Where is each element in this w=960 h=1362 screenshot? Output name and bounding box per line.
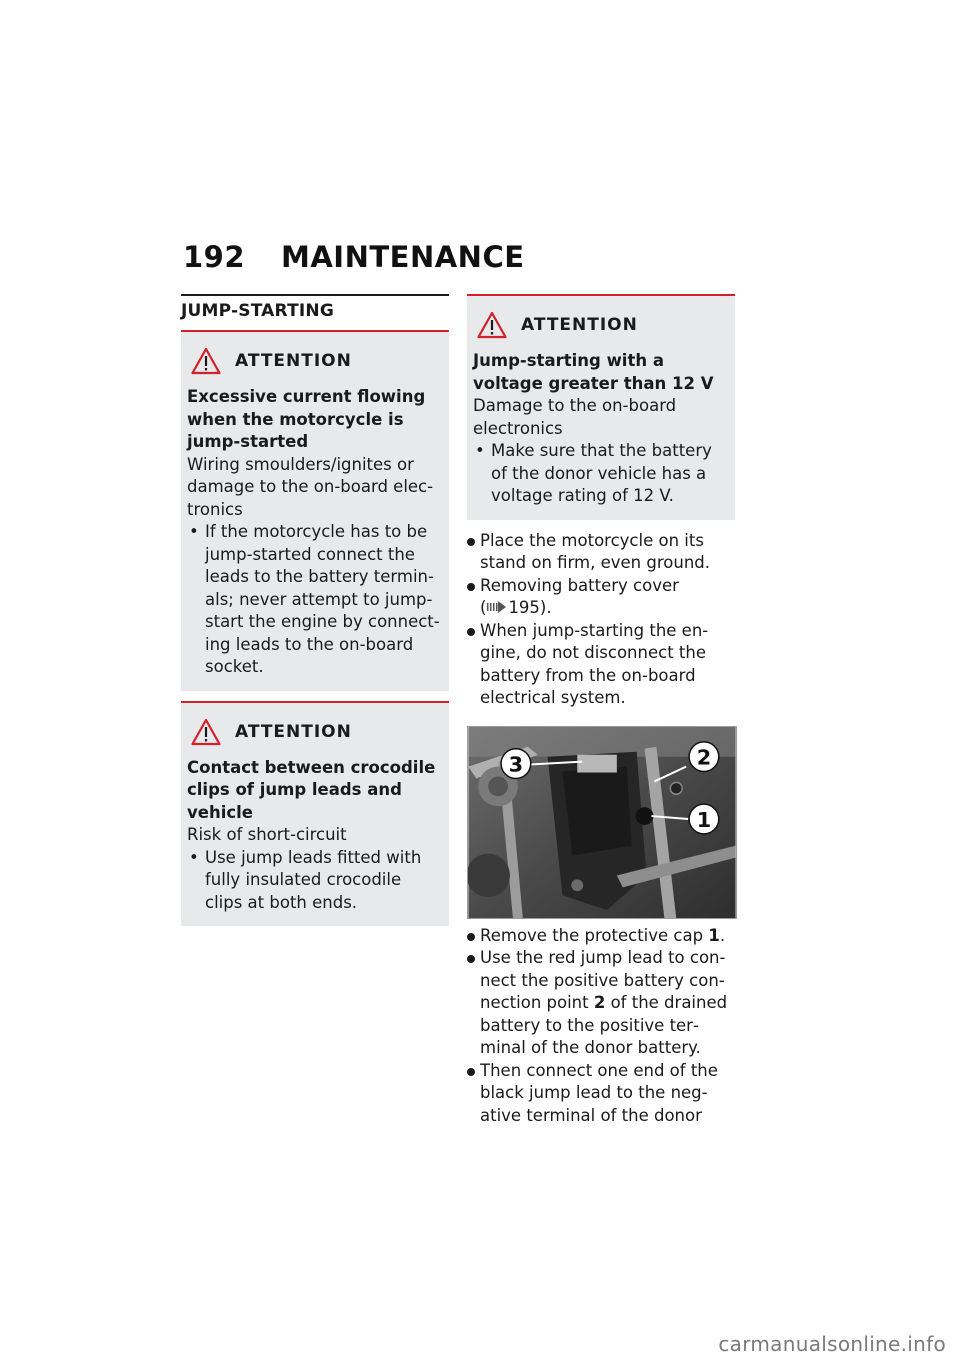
photo-label-2: 2: [696, 745, 712, 770]
step-item: Place the motorcycle on its stand on firm, even ground.: [467, 530, 735, 575]
attention-box-current: [181, 330, 449, 691]
attention-box-voltage: [467, 294, 735, 520]
attention-heading: [473, 310, 729, 340]
warning-triangle-icon: [191, 347, 221, 375]
watermark: carmanualsonline.info: [718, 1332, 946, 1356]
attention-remedies: [187, 847, 443, 915]
step-text: .: [719, 925, 726, 945]
step-item: Then connect one end of the black jump lead to the negative terminal of the donor: [467, 1060, 735, 1128]
attention-consequence: Damage to the on-board electronics: [473, 396, 677, 438]
page-header: [183, 240, 525, 280]
callout-number: 1: [708, 925, 720, 945]
photo-label-1: 1: [696, 807, 712, 832]
attention-hazard: Excessive current flowing when the motorcycle is jump-started: [187, 387, 426, 451]
attention-label: ATTENTION: [235, 351, 352, 371]
remedy-item: • If the motorcycle has to be jump-started connect the leads to the battery terminals; never attempt to jump-start the engine by connecting leads to the on-board socket.: [187, 521, 443, 679]
step-text: Remove the protective cap: [480, 925, 709, 945]
section-title: JUMP-STARTING: [181, 301, 334, 321]
step-item: [467, 925, 735, 948]
attention-consequence: Risk of short-circuit: [187, 825, 347, 844]
step-text: Removing battery cover: [480, 575, 679, 595]
attention-consequence: Wiring smoulders/ignites or damage to the on-board electronics: [187, 454, 434, 519]
remedy-item: • Make sure that the battery of the donor vehicle has a voltage rating of 12 V.: [473, 440, 729, 508]
attention-hazard: Contact between crocodile clips of jump leads and vehicle: [187, 757, 436, 822]
warning-triangle-icon: [477, 311, 507, 339]
attention-label: ATTENTION: [521, 315, 638, 335]
attention-label: ATTENTION: [235, 721, 352, 742]
chapter-title: MAINTENANCE: [281, 240, 525, 274]
step-item: [467, 575, 735, 620]
procedure-steps-2: [467, 925, 735, 1128]
step-text: Use the red jump lead to connect the positive battery connection point: [480, 948, 726, 1012]
step-text: of the drained battery to the positive terminal of the donor battery.: [480, 993, 728, 1057]
page-reference[interactable]: 195).: [508, 598, 552, 617]
right-column: [467, 294, 735, 1127]
attention-remedies: [187, 521, 443, 679]
page-reference-arrow-icon: [486, 600, 508, 614]
procedure-steps: [467, 530, 735, 710]
page-number: 192: [183, 240, 246, 274]
remedy-item: • Use jump leads fitted with fully insulated crocodile clips at both ends.: [187, 847, 443, 915]
step-item: When jump-starting the engine, do not disconnect the battery from the on-board electrical system.: [467, 620, 735, 710]
battery-connection-photo: [467, 726, 737, 919]
attention-hazard: Jump-starting with a voltage greater than 12 V: [473, 351, 714, 393]
attention-remedies: [473, 440, 729, 508]
callout-number: 2: [593, 993, 606, 1012]
attention-heading: [187, 717, 443, 747]
attention-heading: [187, 346, 443, 376]
warning-triangle-icon: [191, 718, 221, 746]
ref-open: (: [480, 598, 487, 617]
left-column: [181, 294, 449, 926]
step-item: [467, 947, 735, 1060]
photo-label-3: 3: [508, 752, 524, 777]
attention-box-short-circuit: [181, 701, 449, 927]
